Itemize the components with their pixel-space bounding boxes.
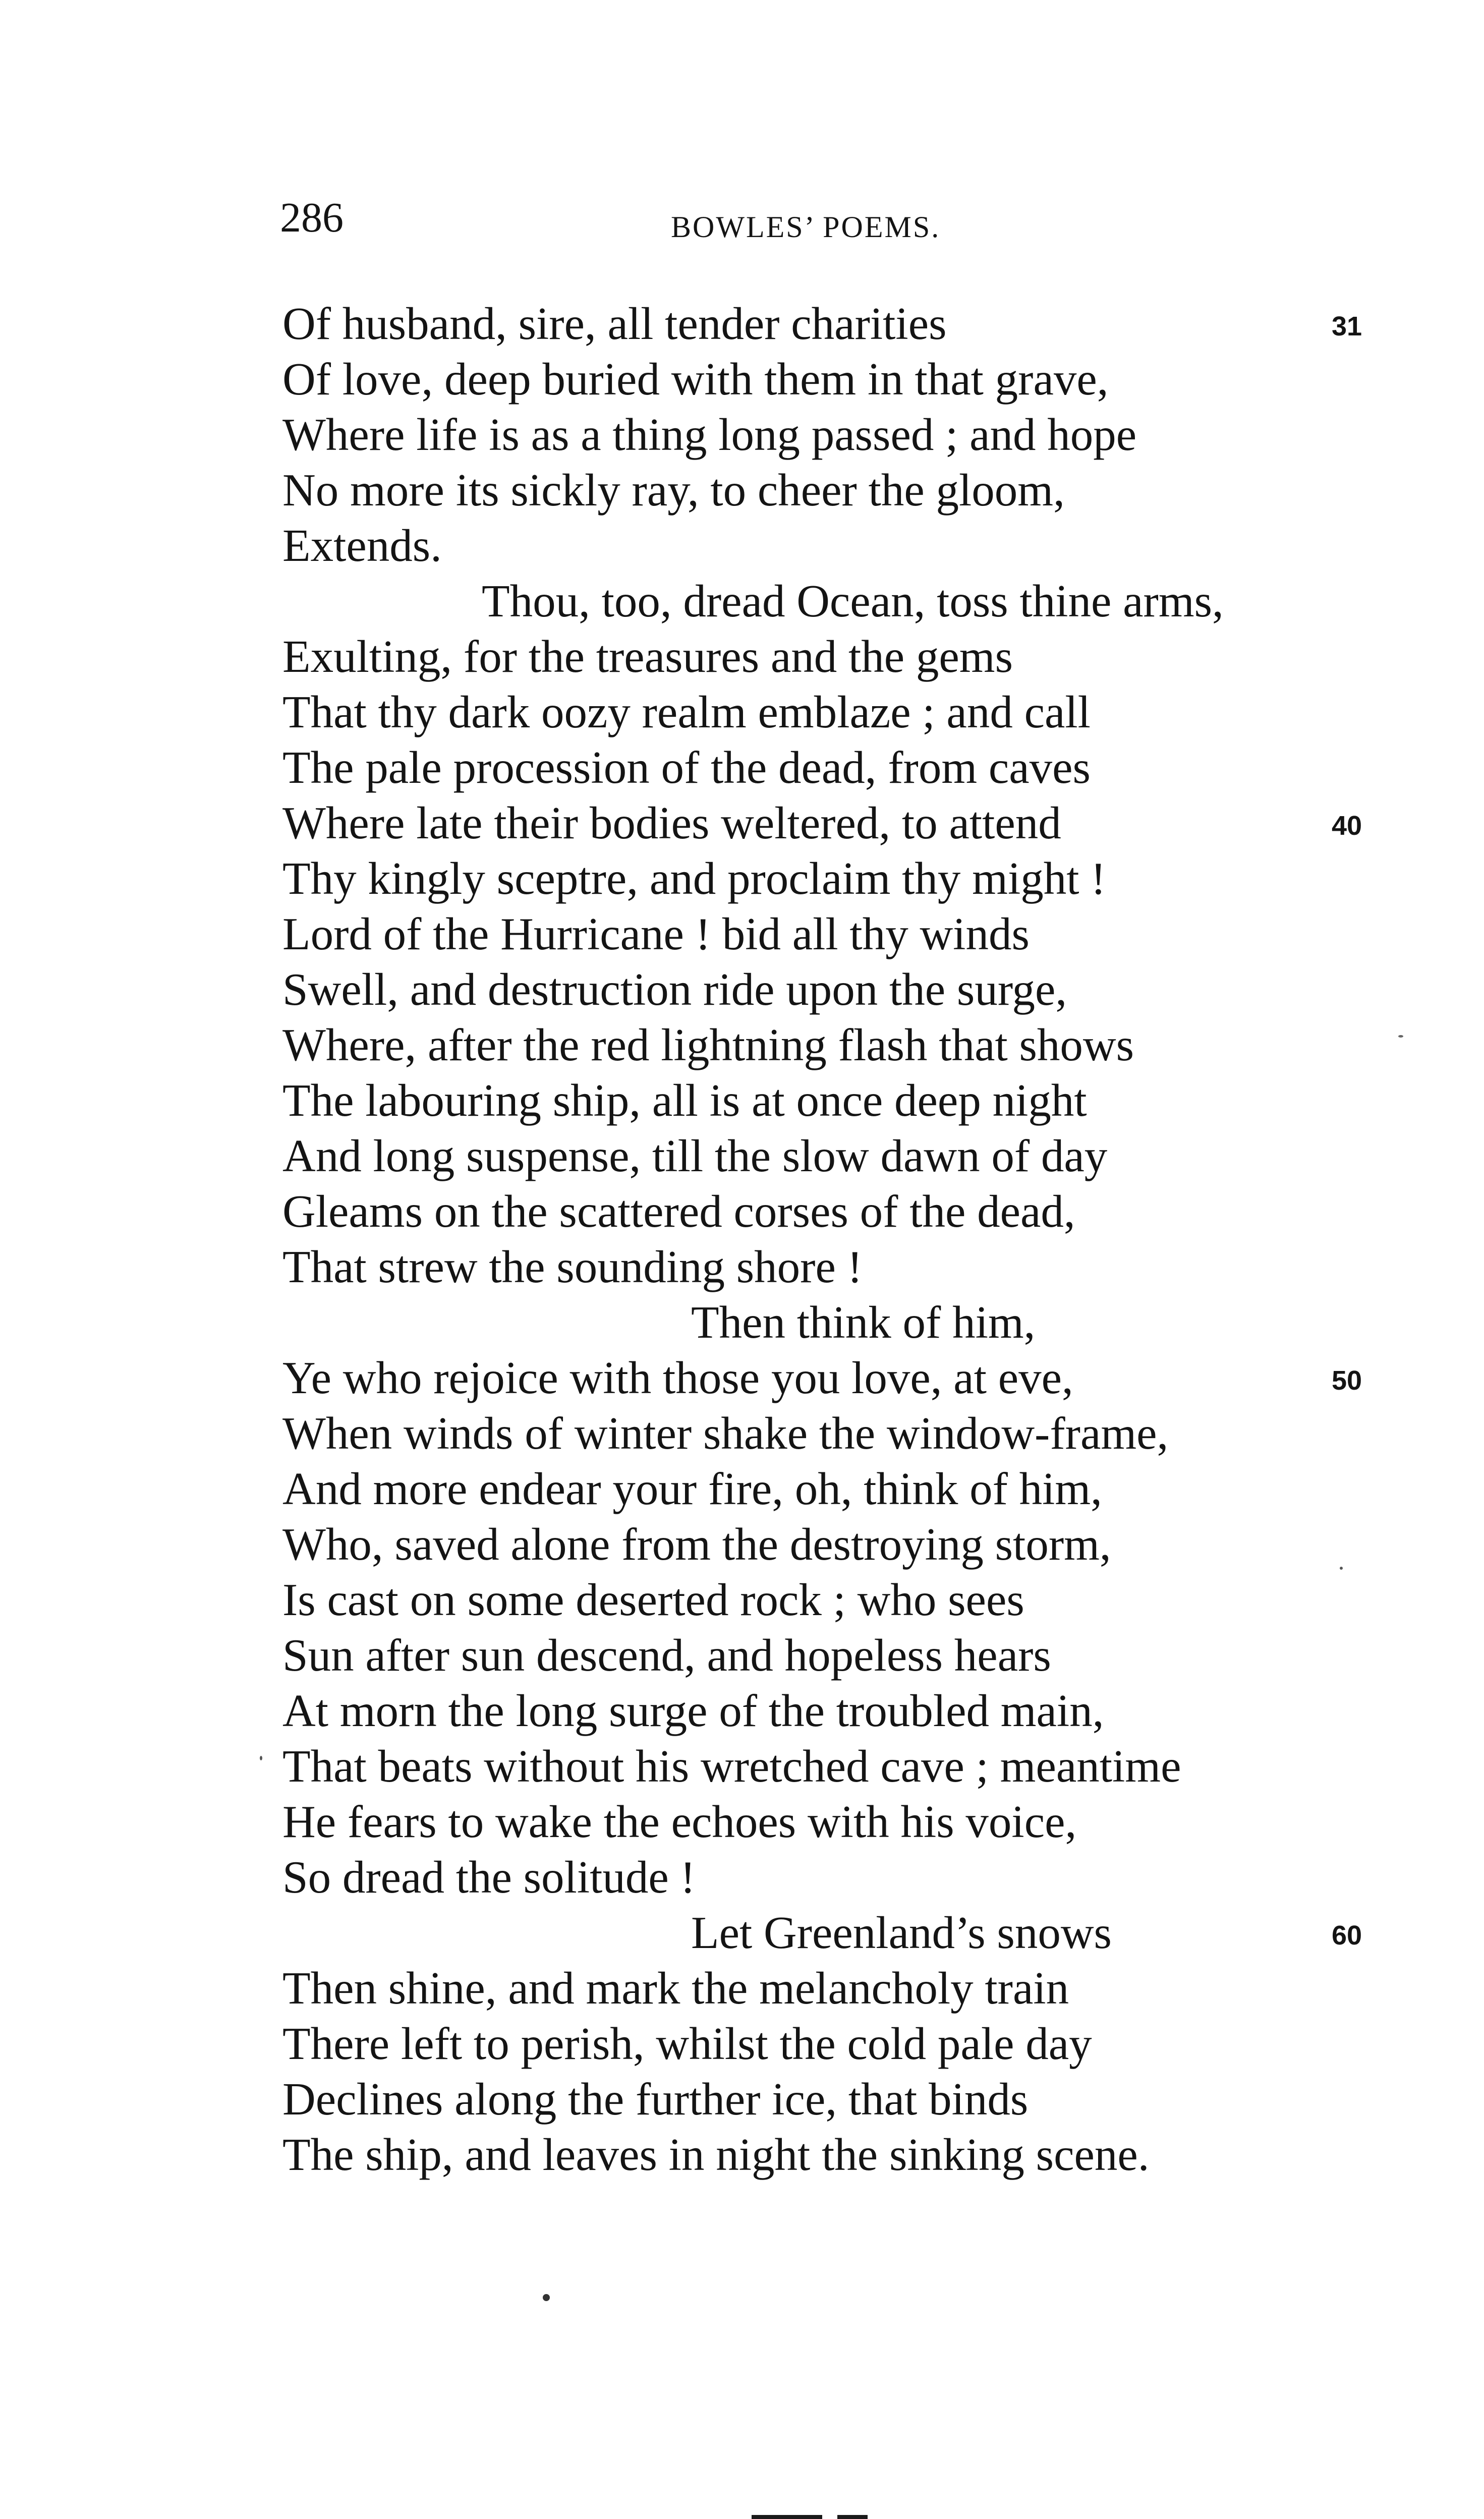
verse-line: When winds of winter shake the window-frame, <box>282 1408 1169 1459</box>
verse-line: He fears to wake the echoes with his voice, <box>282 1796 1077 1847</box>
verse-line: The labouring ship, all is at once deep night <box>282 1075 1087 1126</box>
verse-line: No more its sickly ray, to cheer the gloom, <box>282 465 1065 516</box>
verse-line: Then shine, and mark the melancholy train <box>282 1963 1069 2014</box>
verse-line: Then think of him, <box>691 1297 1036 1348</box>
verse-line: Declines along the further ice, that binds <box>282 2074 1029 2125</box>
ink-speck <box>1340 1567 1343 1570</box>
verse-line: Ye who rejoice with those you love, at eve, <box>282 1352 1073 1403</box>
verse-line: Lord of the Hurricane ! bid all thy winds <box>282 908 1030 959</box>
verse-line: The ship, and leaves in night the sinking scene. <box>282 2129 1150 2180</box>
running-head: BOWLES’ POEMS. <box>671 210 941 244</box>
verse-line: At morn the long surge of the troubled main, <box>282 1685 1104 1736</box>
verse-line: That strew the sounding shore ! <box>282 1241 863 1292</box>
verse-line: Is cast on some deserted rock ; who sees <box>282 1574 1024 1625</box>
line-number: 60 <box>1332 1920 1362 1951</box>
ink-speck <box>543 2294 550 2301</box>
verse-line: That beats without his wretched cave ; meantime <box>282 1741 1181 1792</box>
verse-line: And long suspense, till the slow dawn of day <box>282 1130 1108 1181</box>
verse-line: That thy dark oozy realm emblaze ; and call <box>282 686 1091 737</box>
verse-line: Where late their bodies weltered, to attend <box>282 797 1061 848</box>
verse-line: Sun after sun descend, and hopeless hears <box>282 1630 1051 1681</box>
line-number: 50 <box>1332 1365 1362 1396</box>
line-number: 31 <box>1332 311 1362 341</box>
verse-line: Let Greenland’s snows <box>691 1907 1112 1958</box>
verse-line: Exulting, for the treasures and the gems <box>282 631 1013 682</box>
verse-line: Thy kingly sceptre, and proclaim thy might ! <box>282 853 1106 904</box>
verse-line: Where, after the red lightning flash that shows <box>282 1019 1134 1070</box>
verse-line: And more endear your fire, oh, think of him, <box>282 1463 1102 1514</box>
verse-line: The pale procession of the dead, from caves <box>282 742 1091 793</box>
verse-line: Thou, too, dread Ocean, toss thine arms, <box>482 576 1224 626</box>
verse-line: Who, saved alone from the destroying storm, <box>282 1519 1111 1570</box>
verse-line: There left to perish, whilst the cold pale day <box>282 2018 1092 2069</box>
verse-line: Swell, and destruction ride upon the surge, <box>282 964 1067 1015</box>
page-number: 286 <box>280 194 344 241</box>
verse-line: Gleams on the scattered corses of the dead, <box>282 1186 1075 1237</box>
verse-line: Where life is as a thing long passed ; and hope <box>282 409 1137 460</box>
verse-line: Of love, deep buried with them in that grave, <box>282 354 1109 405</box>
ink-speck <box>1398 1035 1403 1038</box>
verse-line: Extends. <box>282 520 442 571</box>
verse-line: Of husband, sire, all tender charities <box>282 298 947 349</box>
verse-line: So dread the solitude ! <box>282 1852 696 1903</box>
ink-speck <box>260 1756 262 1760</box>
line-number: 40 <box>1332 811 1362 841</box>
bottom-rule <box>752 2515 822 2519</box>
bottom-rule <box>837 2515 868 2519</box>
